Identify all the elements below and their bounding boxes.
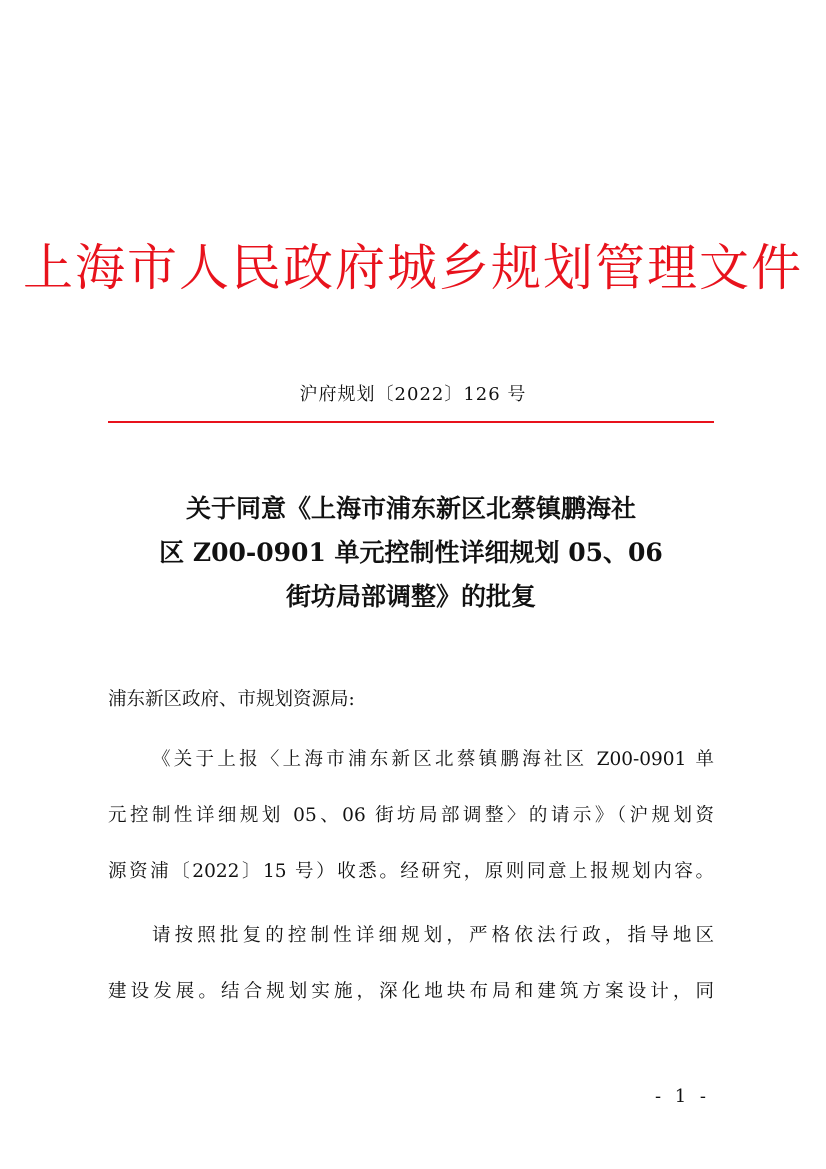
paragraph-2-line-2: 建设发展。结合规划实施，深化地块布局和建筑方案设计，同 (108, 981, 714, 1002)
paragraph-2-line-1: 请按照批复的控制性详细规划，严格依法行政，指导地区 (152, 925, 714, 946)
paragraph-1-line-2: 元控制性详细规划 05、06 街坊局部调整〉的请示》（沪规划资 (108, 805, 714, 826)
paragraph-1-line-3: 源资浦〔2022〕15 号）收悉。经研究，原则同意上报规划内容。 (108, 861, 714, 882)
document-number: 沪府规划〔2022〕126 号 (299, 384, 527, 405)
page-number: - 1 - (654, 1086, 710, 1107)
paragraph-1-line-1: 《关于上报〈上海市浦东新区北蔡镇鹏海社区 Z00-0901 单 (152, 749, 714, 770)
title-line-2: 区 Z00-0901 单元控制性详细规划 05、06 (159, 538, 663, 567)
addressee: 浦东新区政府、市规划资源局: (108, 689, 355, 710)
document-title (108, 487, 714, 619)
title-line-1: 关于同意《上海市浦东新区北蔡镇鹏海社 (185, 494, 636, 523)
red-divider-line (108, 421, 714, 423)
title-line-3: 街坊局部调整》的批复 (285, 582, 536, 611)
document-masthead: 上海市人民政府城乡规划管理文件 (23, 239, 803, 297)
